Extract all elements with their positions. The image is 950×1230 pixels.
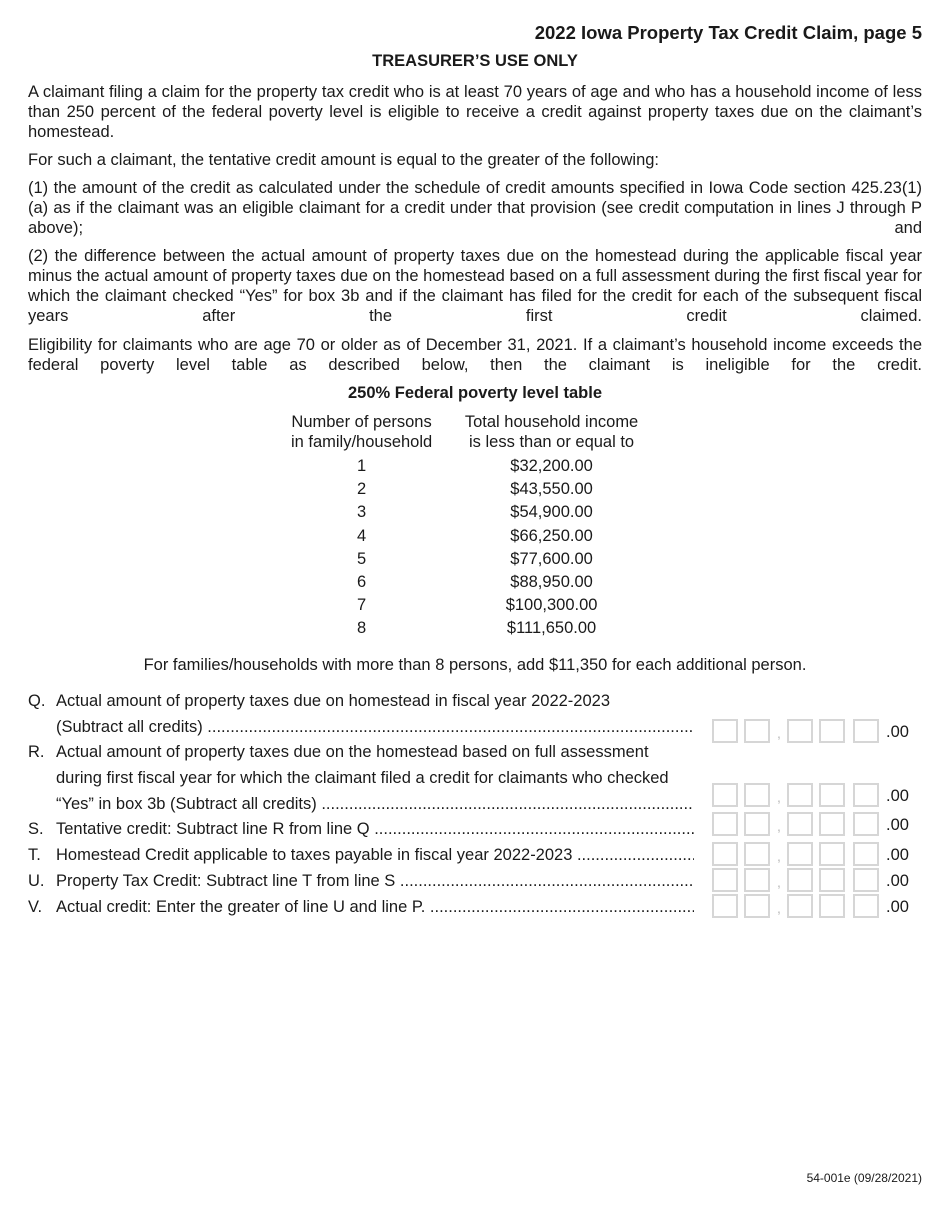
poverty-level-table <box>285 412 665 641</box>
cents-label: .00 <box>886 723 909 741</box>
digit-box[interactable] <box>787 812 813 836</box>
line-v <box>28 898 694 920</box>
digit-box[interactable] <box>712 783 738 807</box>
cents-label: .00 <box>886 787 909 805</box>
line-s-amount-field[interactable] <box>712 812 922 838</box>
digit-box[interactable] <box>787 894 813 918</box>
line-r-letter: R. <box>28 743 45 761</box>
thousands-separator: , <box>777 818 781 834</box>
column-header-income: Total household income is less than or equal to <box>464 413 639 451</box>
digit-box[interactable] <box>819 842 845 866</box>
digit-box[interactable] <box>744 842 770 866</box>
line-v-amount-field[interactable] <box>712 894 922 920</box>
line-t-letter: T. <box>28 846 41 864</box>
form-code: 54-001e (09/28/2021) <box>806 1171 922 1185</box>
thousands-separator: , <box>777 789 781 805</box>
paragraph-option-2: (2) the difference between the actual amount of property taxes due on the homestead during the applicable fiscal year minus the actual amount of property taxes due on the homestead based on a full assessment during the first fiscal year for which the claimant checked “Yes” for box 3b and if the claimant has filed for the credit for each of the subsequent fiscal years after the first credit claimed. <box>28 247 922 325</box>
digit-box[interactable] <box>853 719 879 743</box>
line-s-letter: S. <box>28 820 44 838</box>
digit-box[interactable] <box>744 783 770 807</box>
table-row: 2 $43,550.00 <box>356 480 593 499</box>
section-title: TREASURER’S USE ONLY <box>372 52 578 70</box>
cents-label: .00 <box>886 872 909 890</box>
line-u-text: Property Tax Credit: Subtract line T from line S ..... <box>56 872 694 891</box>
table-row: 3 $54,900.00 <box>356 503 593 522</box>
line-r-text: Actual amount of property taxes due on the homestead based on full assessment <box>56 743 649 761</box>
line-u <box>28 872 694 894</box>
page-title: 2022 Iowa Property Tax Credit Claim, page 5 <box>534 22 922 43</box>
digit-box[interactable] <box>744 812 770 836</box>
line-r-amount-field[interactable] <box>712 783 922 809</box>
digit-box[interactable] <box>712 719 738 743</box>
digit-box[interactable] <box>853 783 879 807</box>
table-row: 1 $32,200.00 <box>356 457 593 475</box>
thousands-separator: , <box>777 848 781 864</box>
digit-box[interactable] <box>853 842 879 866</box>
line-v-letter: V. <box>28 898 43 916</box>
line-q-amount-field[interactable] <box>712 719 922 745</box>
paragraph-option-1: (1) the amount of the credit as calculated under the schedule of credit amounts specified in Iowa Code section 425.23(1)(a) as if the claimant was an eligible claimant for a credit under that provision (see credit computation in lines J through P above); and <box>28 179 922 237</box>
digit-box[interactable] <box>819 719 845 743</box>
line-r <box>28 743 694 815</box>
digit-box[interactable] <box>819 783 845 807</box>
digit-box[interactable] <box>787 842 813 866</box>
digit-box[interactable] <box>787 719 813 743</box>
table-header <box>285 412 665 452</box>
paragraph-eligibility: A claimant filing a claim for the property tax credit who is at least 70 years of age and who has a household income of less than 250 percent of the federal poverty level is eligible to receive a credit against property taxes due on the claimant’s homestead. <box>28 83 922 141</box>
digit-box[interactable] <box>853 812 879 836</box>
digit-box[interactable] <box>819 894 845 918</box>
line-t-text: Homestead Credit applicable to taxes payable in fiscal year 2022-2023 ..... <box>56 846 694 865</box>
digit-box[interactable] <box>853 894 879 918</box>
digit-box[interactable] <box>787 783 813 807</box>
digit-box[interactable] <box>744 868 770 892</box>
line-r-text-cont2: “Yes” in box 3b (Subtract all credits) ..... <box>56 795 694 814</box>
digit-box[interactable] <box>712 894 738 918</box>
line-q-text-cont: (Subtract all credits) ..... <box>56 718 694 737</box>
paragraph-tentative-intro: For such a claimant, the tentative credit amount is equal to the greater of the following: <box>28 151 660 169</box>
line-v-text: Actual credit: Enter the greater of line U and line P. ..... <box>56 898 694 917</box>
thousands-separator: , <box>777 874 781 890</box>
line-q-letter: Q. <box>28 692 46 710</box>
cents-label: .00 <box>886 816 909 834</box>
table-row: 8 $111,650.00 <box>356 619 597 638</box>
table-row: 6 $88,950.00 <box>356 572 593 591</box>
table-row: 7 $100,300.00 <box>356 596 598 615</box>
line-t-amount-field[interactable] <box>712 842 922 868</box>
digit-box[interactable] <box>744 894 770 918</box>
digit-box[interactable] <box>712 842 738 866</box>
digit-box[interactable] <box>712 812 738 836</box>
digit-box[interactable] <box>787 868 813 892</box>
thousands-separator: , <box>777 900 781 916</box>
poverty-table-title: 250% Federal poverty level table <box>347 384 603 402</box>
digit-box[interactable] <box>819 868 845 892</box>
line-u-letter: U. <box>28 872 45 890</box>
additional-person-note: For families/households with more than 8 persons, add $11,350 for each additional person. <box>143 656 807 674</box>
line-s-text: Tentative credit: Subtract line R from line Q ..... <box>56 820 694 839</box>
line-t <box>28 846 694 868</box>
line-s <box>28 820 694 842</box>
digit-box[interactable] <box>819 812 845 836</box>
line-u-amount-field[interactable] <box>712 868 922 894</box>
column-header-persons: Number of persons in family/household <box>290 413 433 451</box>
cents-label: .00 <box>886 846 909 864</box>
digit-box[interactable] <box>712 868 738 892</box>
line-r-text-cont: during first fiscal year for which the claimant filed a credit for claimants who checked <box>56 769 669 787</box>
line-q <box>28 692 694 738</box>
line-q-text: Actual amount of property taxes due on homestead in fiscal year 2022-2023 <box>56 692 611 710</box>
thousands-separator: , <box>777 725 781 741</box>
digit-box[interactable] <box>853 868 879 892</box>
digit-box[interactable] <box>744 719 770 743</box>
paragraph-age-eligibility: Eligibility for claimants who are age 70 or older as of December 31, 2021. If a claimant’s household income exceeds the federal poverty level table as described below, then the claimant is ineligible for the credit. <box>28 336 922 374</box>
cents-label: .00 <box>886 898 909 916</box>
table-row: 5 $77,600.00 <box>356 549 593 568</box>
table-row: 4 $66,250.00 <box>356 526 593 545</box>
